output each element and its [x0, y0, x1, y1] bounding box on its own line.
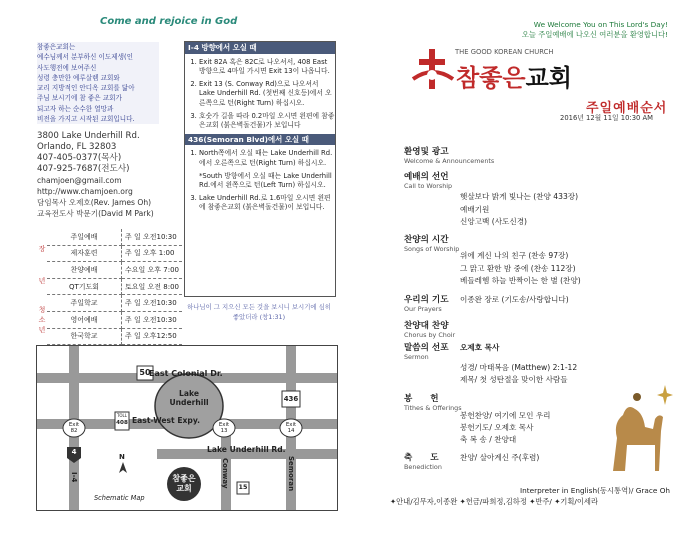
program-title: 봉 헌 — [404, 394, 439, 404]
map-label-north: N — [119, 453, 125, 461]
church-english-name: THE GOOD KOREAN CHURCH — [455, 48, 554, 56]
program-line: 찬양/ 살아계신 주(후렴) — [460, 453, 540, 462]
program-line: 제목/ 첫 성탄절을 맞이한 사람들 — [460, 375, 568, 384]
program-item — [404, 451, 442, 471]
camel-star-illustration — [603, 383, 673, 477]
church-name-red: 참좋은 — [456, 64, 526, 92]
map-label-toll: TOLL — [116, 413, 128, 418]
program-item — [404, 170, 452, 190]
program-title: 환영및 광고 — [404, 147, 449, 157]
schematic-map — [36, 345, 338, 511]
program-title: 말씀의 선포 — [404, 343, 449, 353]
table-row — [37, 278, 182, 295]
program-subtitle: Sermon — [404, 353, 429, 361]
direction-step: 2. Exit 13 (S. Conway Rd)으로 나오셔서 Lake Underhill Rd. (첫번째 신호등)에서 오른쪽으로 턴(Right Turn) 하십시오. — [199, 80, 335, 109]
table-row — [37, 229, 182, 245]
program-subtitle: Welcome & Announcements — [404, 157, 495, 165]
directions-header-semoran: 436(Semoran Blvd)에서 오실 때 — [185, 134, 335, 146]
table-row — [37, 328, 182, 345]
service-name: 주일예배 — [47, 229, 122, 245]
mission-line: 교리 지방적인 안디옥 교회를 닮아 — [37, 84, 135, 93]
program-line: 이종완 장로 (기도송/사랑합니다) — [460, 295, 569, 304]
interpreter-note: Interpreter in English(동시통역)/ Grace Oh — [520, 486, 671, 495]
welcome-message — [504, 20, 668, 39]
program-line: 봉헌찬양/ 여기에 모인 우리 — [460, 411, 551, 420]
map-label-lake-rd: Lake Underhill Rd. — [207, 445, 286, 454]
program-title: 찬양대 찬양 — [404, 321, 449, 331]
pastor-name: 담임목사 오제호(Rev. James Oh) — [37, 198, 152, 207]
mission-line: 예수님께서 분부하신 이도제생(인 — [37, 53, 133, 62]
direction-step: *South 방향에서 오실 때는 Lake Underhill Rd.에서 왼쪽으로 턴(Left Turn) 하십시오. — [199, 171, 332, 190]
map-label-exit82: Exit 82 — [68, 422, 80, 434]
north-arrow-icon — [119, 462, 127, 473]
map-label-conway: Conway — [221, 458, 229, 489]
program-item — [404, 392, 462, 412]
mission-line: 비전을 가지고 시작된 교회입니다. — [37, 115, 135, 124]
church-name — [456, 58, 572, 93]
map-label-route-4: 4 — [71, 448, 77, 456]
direction-step: 1. North쪽에서 오실 때는 Lake Underhill Rd.에서 오른쪽으로 턴(Right Turn) 하십시오. — [199, 149, 335, 168]
program-line: 위에 계신 나의 친구 (찬송 97장) — [460, 251, 569, 260]
program-item — [404, 293, 449, 313]
contact-info — [37, 131, 154, 219]
service-name: QT기도회 — [47, 278, 122, 295]
map-label-east-west: East-West Expy. — [132, 416, 200, 425]
direction-step: 3. Lake Underhill Rd.로 1.6마일 오시면 왼편에 참좋은교회 (붉은벽돌건물)이 보입니다. — [199, 194, 335, 213]
group-label-char: 청 — [38, 305, 46, 314]
helpers-list: ✦안내/김무자,이종완 ✦헌금/파희정,김하정 ✦반주/ ✦기획/이세라 — [390, 497, 599, 506]
group-label-youth — [37, 295, 47, 345]
map-label-route-15: 15 — [238, 483, 248, 491]
service-time: 토요일 오전 8:00 — [122, 278, 182, 295]
map-label-route-436: 436 — [283, 395, 299, 403]
program-lines — [460, 362, 577, 386]
welcome-english: We Welcome You on This Lord's Day! — [533, 20, 668, 29]
program-subtitle: Tithes & Offerings — [404, 404, 462, 412]
map-label-route-408: 408 — [116, 420, 128, 426]
welcome-korean: 오늘 주일예배에 나오신 여러분을 환영합니다! — [521, 29, 668, 39]
service-time: 주 일 오후12:50 — [122, 328, 182, 345]
left-title: Come and rejoice in God — [100, 16, 238, 27]
program-title: 축 도 — [404, 453, 439, 463]
map-label-route-50: 50 — [139, 368, 151, 377]
program-subtitle: Our Prayers — [404, 305, 442, 313]
map-label-church: 참좋은 교회 — [172, 474, 196, 493]
service-name: 제자훈련 — [47, 245, 122, 262]
map-label-semoran: Semoran — [287, 456, 295, 492]
service-name: 주일학교 — [47, 295, 122, 312]
group-label-char: 소 — [38, 315, 46, 324]
program-lines — [460, 250, 581, 288]
map-label-exit14: Exit 14 — [285, 422, 297, 434]
address-line-2: Orlando, FL 32803 — [37, 142, 117, 152]
directions-box — [184, 41, 336, 297]
program-item — [404, 145, 494, 165]
program-item — [404, 341, 449, 361]
program-line: 예배기원 — [460, 204, 490, 214]
program-line: 오제호 목사 — [460, 343, 500, 352]
group-label-adult — [37, 229, 47, 295]
map-label-i4: I-4 — [70, 472, 78, 483]
program-title: 우리의 기도 — [404, 295, 449, 305]
phone-evangelist: 407-925-7687(전도사) — [37, 164, 130, 174]
mission-line: 성령 충만한 예루살렘 교회와 — [37, 73, 120, 82]
table-row — [37, 262, 182, 279]
map-caption: Schematic Map — [94, 494, 145, 502]
program-line: 신앙고백 (사도신경) — [460, 217, 528, 226]
program-subtitle: Benediction — [404, 463, 442, 471]
program-title: 찬양의 시간 — [404, 235, 449, 245]
program-line: 성경/ 마태복음 (Matthew) 2:1-12 — [460, 363, 578, 372]
service-name: 찬양예배 — [47, 262, 122, 279]
church-logo-icon — [411, 45, 455, 97]
map-label-exit13: Exit 13 — [218, 422, 230, 434]
program-line: 햇살보다 밝게 빛나는 (찬양 433장) — [460, 192, 579, 201]
mission-line: 주님 보시기에 참 좋은 교회가 — [37, 94, 122, 103]
program-subtitle: Songs of Worship — [404, 245, 460, 253]
mission-line: 사도행전에 보여주신 — [37, 63, 97, 72]
program-lines — [460, 410, 551, 446]
program-item — [404, 319, 455, 339]
direction-step: 1. Exit 82A 혹은 82C로 나오셔서, 408 East 방향으로 4마일 가시면 Exit 13이 나옵니다. — [199, 58, 335, 77]
program-lines — [460, 191, 578, 229]
service-time: 주 일 오전10:30 — [122, 295, 182, 312]
program-line: 베들레헴 하늘 반짝이는 한 별 (찬양) — [460, 276, 581, 285]
group-label-char: 년 — [38, 325, 46, 334]
mission-line: 되고자 하는 순수한 열망과 — [37, 104, 114, 113]
service-time: 주 일 오전10:30 — [122, 229, 182, 245]
email[interactable]: chamjoen@gmail.com — [37, 176, 122, 185]
table-row — [37, 295, 182, 312]
phone-pastor: 407-405-0377(목사) — [37, 153, 122, 163]
bible-verse: 하나님이 그 지으신 모든 것을 보시니 보시기에 심히 좋았더라 (창1:31) — [187, 303, 331, 321]
service-time: 주 일 오전10:30 — [122, 311, 182, 328]
group-label-char: 년 — [38, 276, 46, 285]
service-time: 수요일 오후 7:00 — [122, 262, 182, 279]
program-subtitle: Chorus by Choir — [404, 331, 456, 339]
map-label-lake: Lake Underhill — [169, 389, 209, 407]
website[interactable]: http://www.chamjoen.org — [37, 187, 133, 196]
worship-schedule — [37, 229, 182, 345]
direction-step: 3. 호숫가 길을 따라 0.2마일 오시면 왼편에 참좋은교회 (붉은벽돌건물)가 보입니다 — [199, 112, 335, 131]
directions-header-i4: I-4 방향에서 오실 때 — [185, 42, 335, 54]
group-label-char: 장 — [38, 244, 46, 253]
service-time: 주 일 오후 1:00 — [122, 245, 182, 262]
service-name: 한국학교 — [47, 328, 122, 345]
program-item — [404, 233, 459, 253]
order-title: 주일예배순서 — [586, 101, 668, 116]
program-line: 그 맑고 환한 밤 중에 (찬송 112장) — [460, 263, 576, 273]
church-name-black: 교회 — [525, 64, 572, 92]
table-row — [37, 311, 182, 328]
table-row — [37, 245, 182, 262]
program-title: 예배의 선언 — [404, 172, 449, 182]
map-label-east-colonial: East Colonial Dr. — [149, 369, 223, 378]
mission-statement — [37, 42, 159, 124]
evangelist-name: 교육전도사 박문기(David M Park) — [37, 209, 154, 218]
mission-line: 참좋은교회는 — [37, 43, 76, 51]
program-line: 봉헌기도/ 오제호 목사 — [460, 423, 534, 432]
program-line: 축 복 송 / 찬양대 — [460, 435, 517, 444]
service-name: 영어예배 — [47, 311, 122, 328]
address-line-1: 3800 Lake Underhill Rd. — [37, 131, 140, 141]
program-subtitle: Call to Worship — [404, 182, 453, 190]
service-date: 2016년 12월 11일 10:30 AM — [560, 114, 654, 122]
